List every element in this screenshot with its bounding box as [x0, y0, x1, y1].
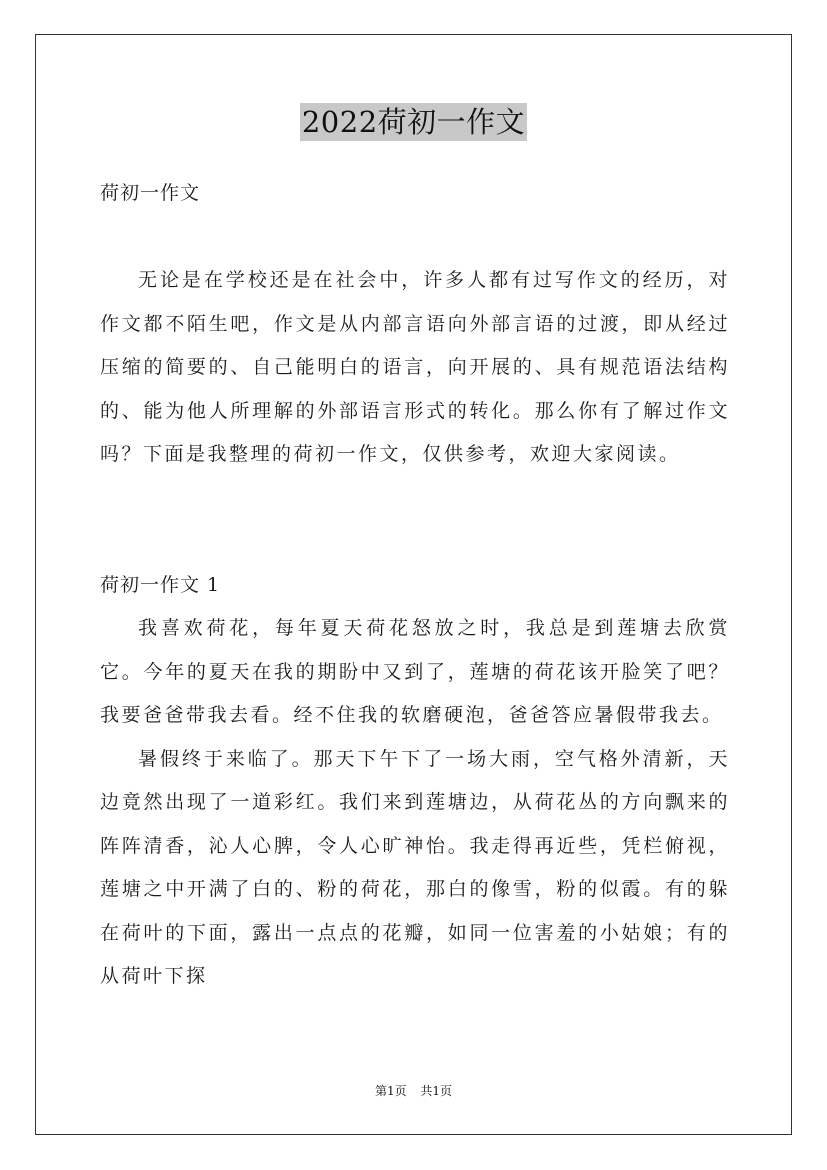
title-container: [0, 103, 827, 141]
document-body: [100, 172, 730, 999]
document-title: 2022荷初一作文: [301, 105, 526, 139]
section-heading: 荷初一作文 1: [100, 573, 221, 596]
section-paragraph-1: 我喜欢荷花，每年夏天荷花怒放之时，我总是到莲塘去欣赏它。今年的夏天在我的期盼中又到了，莲塘的荷花该开脸笑了吧？我要爸爸带我去看。经不住我的软磨硬泡，爸爸答应暑假带我去。: [100, 617, 730, 726]
page-footer: [0, 1082, 827, 1099]
page-number: 第1页: [374, 1084, 407, 1098]
spacer: [100, 520, 730, 564]
spacer: [100, 477, 730, 521]
intro-heading: 荷初一作文: [100, 182, 201, 204]
page-total: 共1页: [420, 1084, 453, 1098]
spacer: [100, 216, 730, 260]
intro-paragraph: 无论是在学校还是在社会中，许多人都有过写作文的经历，对作文都不陌生吧，作文是从内部言语向外部言语的过渡，即从经过压缩的简要的、自己能明白的语言，向开展的、具有规范语法结构的、能为他人所理解的外部语言形式的转化。那么你有了解过作文吗？下面是我整理的荷初一作文，仅供参考，欢迎大家阅读。: [100, 269, 730, 465]
section-paragraph-2: 暑假终于来临了。那天下午下了一场大雨，空气格外清新，天边竟然出现了一道彩红。我们来到莲塘边，从荷花丛的方向飘来的阵阵清香，沁人心脾，令人心旷神怡。我走得再近些，凭栏俯视，莲塘之中开满了白的、粉的荷花，那白的像雪，粉的似霞。有的躲在荷叶的下面，露出一点点的花瓣，如同一位害羞的小姑娘；有的从荷叶下探: [100, 747, 730, 987]
